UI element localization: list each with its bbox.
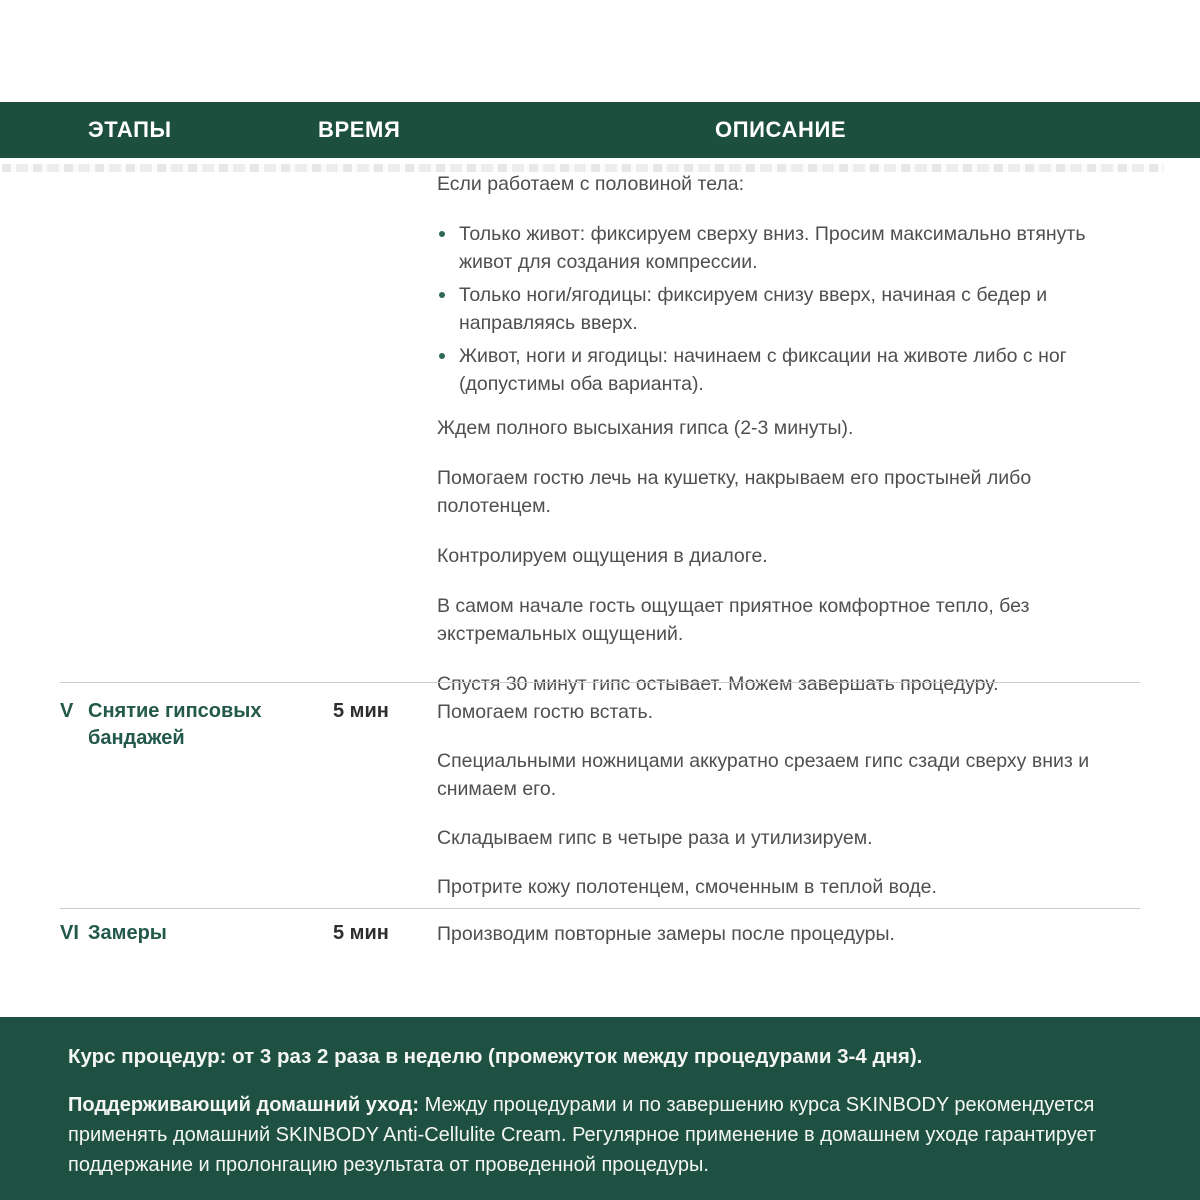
time-cell: 5 мин bbox=[333, 700, 389, 722]
description-paragraph: В самом начале гость ощущает приятное комфортное тепло, без экстремальных ощущений. bbox=[437, 595, 1030, 645]
description-paragraph: Ждем полного высыхания гипса (2-3 минуты). bbox=[437, 417, 854, 439]
stage-title: Снятие гипсовых бандажей bbox=[88, 700, 262, 749]
home-care-text: Между процедурами и по завершению курса SKINBODY рекомендуется применять домашний SKINBODY Anti-Cellulite Cream. Регулярное применение в домашнем уходе гарантирует поддержание и пролонгацию результата от проведенной процедуры. bbox=[68, 1094, 1097, 1176]
list-item bbox=[437, 342, 1127, 398]
time-cell: 5 мин bbox=[333, 922, 389, 944]
table-header-bar bbox=[0, 102, 1200, 158]
column-header-description: ОПИСАНИЕ bbox=[715, 117, 847, 142]
table-row bbox=[437, 698, 1127, 901]
bullet-text: Живот, ноги и ягодицы: начинаем с фиксации на животе либо с ног (допустимы оба варианта). bbox=[459, 345, 1067, 395]
row-divider bbox=[60, 682, 1140, 683]
row-divider bbox=[60, 908, 1140, 909]
description-paragraph: Специальными ножницами аккуратно срезаем гипс сзади сверху вниз и снимаем его. bbox=[437, 750, 1090, 800]
bullet-text: Только живот: фиксируем сверху вниз. Просим максимально втянуть живот для создания компрессии. bbox=[459, 223, 1086, 273]
bullet-list bbox=[437, 220, 1127, 398]
description-paragraph: Спустя 30 минут гипс остывает. Можем завершать процедуру. bbox=[437, 673, 999, 695]
list-item bbox=[437, 281, 1127, 337]
description-paragraph: Если работаем с половиной тела: bbox=[437, 173, 745, 195]
column-header-time: ВРЕМЯ bbox=[318, 117, 401, 142]
table-row bbox=[437, 170, 1127, 698]
description-paragraph: Протрите кожу полотенцем, смоченным в теплой воде. bbox=[437, 876, 937, 898]
stage-numeral: VI bbox=[60, 922, 79, 944]
list-item bbox=[437, 220, 1127, 276]
course-frequency-note: Курс процедур: от 3 раз 2 раза в неделю (промежуток между процедурами 3-4 дня). bbox=[68, 1045, 923, 1068]
description-paragraph: Помогаем гостю лечь на кушетку, накрываем его простыней либо полотенцем. bbox=[437, 467, 1032, 517]
description-paragraph: Контролируем ощущения в диалоге. bbox=[437, 545, 768, 567]
bullet-text: Только ноги/ягодицы: фиксируем снизу вверх, начиная с бедер и направляясь вверх. bbox=[459, 284, 1048, 334]
description-paragraph: Складываем гипс в четыре раза и утилизируем. bbox=[437, 827, 873, 849]
stage-numeral: V bbox=[60, 700, 74, 722]
home-care-label: Поддерживающий домашний уход: bbox=[68, 1094, 420, 1116]
stage-title: Замеры bbox=[88, 922, 167, 944]
description-paragraph: Помогаем гостю встать. bbox=[437, 701, 654, 723]
stage-cell bbox=[60, 920, 310, 947]
footer-note bbox=[0, 1017, 1200, 1200]
table-row bbox=[437, 920, 1127, 948]
bullet-icon bbox=[439, 231, 445, 237]
bullet-icon bbox=[439, 292, 445, 298]
description-paragraph: Производим повторные замеры после процедуры. bbox=[437, 923, 895, 945]
column-header-stages: ЭТАПЫ bbox=[88, 117, 172, 142]
home-care-note bbox=[68, 1090, 1160, 1180]
bullet-icon bbox=[439, 353, 445, 359]
stage-cell bbox=[60, 698, 310, 752]
